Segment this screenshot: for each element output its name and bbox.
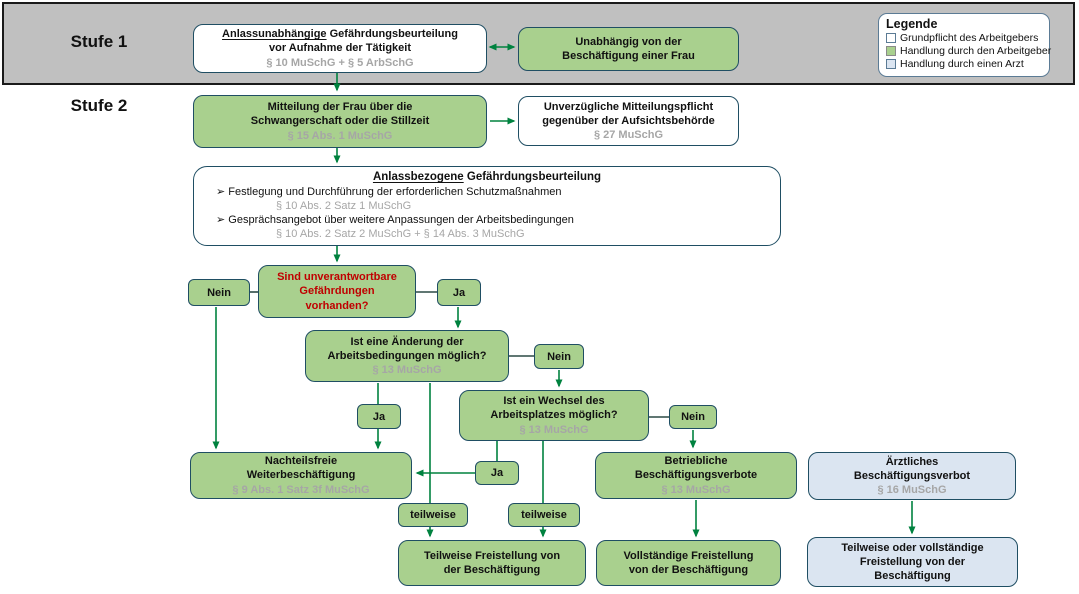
legend-item-arzt: Handlung durch einen Arzt [886,58,1042,70]
law-reference: § 15 Abs. 1 MuSchG [287,129,393,142]
law-reference: § 10 MuSchG + § 5 ArbSchG [266,56,414,69]
label-nein-wechsel: Nein [669,405,717,429]
legend-title: Legende [886,17,938,31]
box-title: Anlassbezogene Gefährdungsbeurteilung [372,171,602,184]
legend-swatch-green [886,46,896,56]
box-unverantwortbare-gefaehrdungen-frage: Sind unverantwortbare Gefährdungen vorhanden? [258,265,416,318]
box-title: Anlassunabhängige Gefährdungsbeurteilung [222,28,458,41]
box-wechsel-arbeitsplatz-frage: Ist ein Wechsel des Arbeitsplatzes möglich? § 13 MuSchG [459,390,649,441]
legend-item-grundpflicht: Grundpflicht des Arbeitgebers [886,32,1042,44]
label-ja-gefaehrdungen: Ja [437,279,481,306]
bullet-schutzmassnahmen: ➢ Festlegung und Durchführung der erforderlichen Schutzmaßnahmen [216,186,562,199]
law-reference: § 13 MuSchG [372,364,442,377]
stufe2-label: Stufe 2 [70,96,128,115]
label-teilweise-aenderung: teilweise [398,503,468,527]
label-teilweise-wechsel: teilweise [508,503,580,527]
box-unabhaengig-von-beschaeftigung: Unabhängig von der Beschäftigung einer Frau [518,27,739,71]
box-vollstaendige-freistellung: Vollständige Freistellung von der Beschäftigung [596,540,781,586]
legend-item-arbeitgeber: Handlung durch den Arbeitgeber [886,45,1042,57]
box-betriebliche-beschaeftigungsverbote: Betriebliche Beschäftigungsverbote § 13 MuSchG [595,452,797,499]
box-anlassbezogene-gefaehrdungsbeurteilung [193,166,781,246]
law-reference: § 10 Abs. 2 Satz 1 MuSchG [276,200,412,213]
legend-swatch-blue [886,59,896,69]
law-reference: § 10 Abs. 2 Satz 2 MuSchG + § 14 Abs. 3 MuSchG [276,228,525,241]
box-aenderung-arbeitsbedingungen-frage: Ist eine Änderung der Arbeitsbedingungen möglich? § 13 MuSchG [305,330,509,382]
box-nachteilsfreie-weiterbeschaeftigung: Nachteilsfreie Weiterbeschäftigung § 9 Abs. 1 Satz 3f MuSchG [190,452,412,499]
law-reference: § 16 MuSchG [877,484,947,497]
box-mitteilung-der-frau: Mitteilung der Frau über die Schwangerschaft oder die Stillzeit § 15 Abs. 1 MuSchG [193,95,487,148]
box-line: vor Aufnahme der Tätigkeit [268,42,411,55]
box-teilweise-oder-vollstaendige-freistellung: Teilweise oder vollständige Freistellung von der Beschäftigung [807,537,1018,587]
law-reference: § 9 Abs. 1 Satz 3f MuSchG [232,483,370,496]
law-reference: § 27 MuSchG [593,129,664,142]
law-reference: § 13 MuSchG [519,423,589,436]
label-ja-wechsel: Ja [475,461,519,485]
bullet-gespraechsangebot: ➢ Gesprächsangebot über weitere Anpassungen der Arbeitsbedingungen [216,214,574,227]
box-anlassunabhaengige-gefaehrdungsbeurteilung [193,24,487,73]
label-ja-aenderung: Ja [357,404,401,429]
box-mitteilungspflicht-aufsichtsbehoerde: Unverzügliche Mitteilungspflicht gegenüber der Aufsichtsbehörde § 27 MuSchG [518,96,739,146]
stufe1-label: Stufe 1 [70,32,128,51]
label-nein-aenderung: Nein [534,344,584,369]
label-nein-gefaehrdungen: Nein [188,279,250,306]
box-aerztliches-beschaeftigungsverbot: Ärztliches Beschäftigungsverbot § 16 MuSchG [808,452,1016,500]
law-reference: § 13 MuSchG [661,483,731,496]
box-teilweise-freistellung: Teilweise Freistellung von der Beschäftigung [398,540,586,586]
legend-swatch-white [886,33,896,43]
legend [878,13,1050,77]
